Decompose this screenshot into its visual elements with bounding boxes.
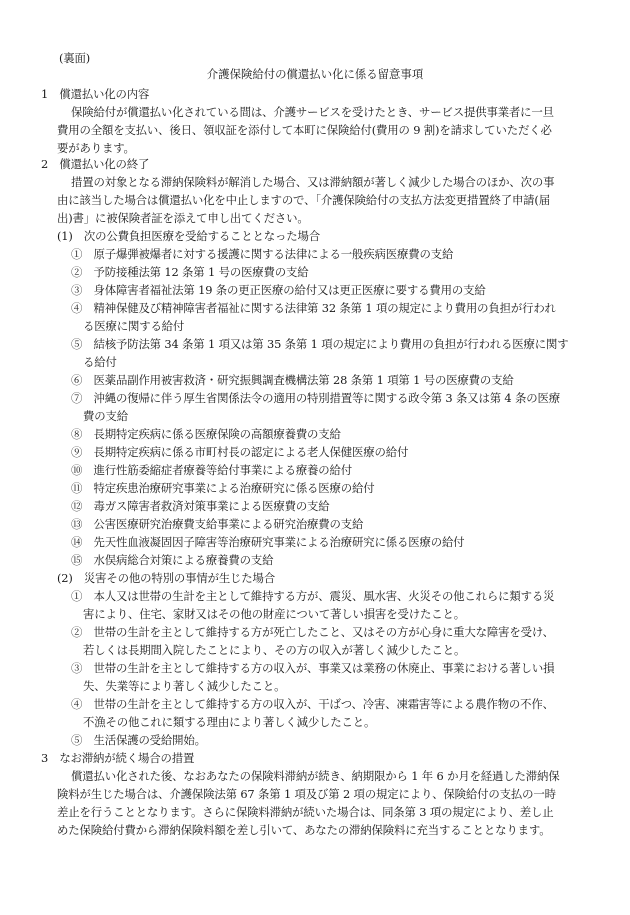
subsection-2-heading: (2) 災害その他の特別の事情が生じた場合 <box>57 571 276 585</box>
list-item-continued: る医療に関する給付 <box>83 319 185 333</box>
list-item: ⑪ 特定疾患治療研究事業による治療研究に係る医療の給付 <box>71 481 375 495</box>
document-title: 介護保険給付の償還払い化に係る留意事項 <box>206 67 424 81</box>
section-3-line-2: 険料が生じた場合は、介護保険法第 67 条第 1 項及び第 2 項の規定により、保険給付の支払の一時 <box>57 787 556 801</box>
section-1-heading: 1 償還払い化の内容 <box>41 87 150 101</box>
subsection-1-heading: (1) 次の公費負担医療を受給することとなった場合 <box>57 229 320 243</box>
section-2-line-2: 由に該当した場合は償還払い化を中止しますので、「介護保険給付の支払方法変更措置終了申請(届 <box>57 193 550 207</box>
list-item: ⑥ 医薬品副作用被害救済・研究振興調査機構法第 28 条第 1 項第 1 号の医療費の支給 <box>71 373 514 387</box>
list-item: ② 世帯の生計を主として維持する方が死亡したこと、又はその方が心身に重大な障害を受け、 <box>71 625 554 639</box>
section-3-line-3: 差止を行うこととなります。さらに保険料滞納が続いた場合は、同条第 3 項の規定により、差し止 <box>57 805 554 819</box>
list-item: ⑩ 進行性筋委縮症者療養等給付事業による療養の給付 <box>71 463 353 477</box>
section-2-line-3: 出)書」に被保険者証を添えて申し出てください。 <box>57 211 309 225</box>
list-item: ⑤ 生活保護の受給開始。 <box>71 733 206 747</box>
list-item: ① 原子爆弾被爆者に対する援護に関する法律による一般疾病医療費の支給 <box>71 247 454 261</box>
section-3-line-4: めた保険給付費から滞納保険料額を差し引いて、あなたの滞納保険料に充当することとなります。 <box>57 823 551 837</box>
section-1-line-1: 保険給付が償還払い化されている間は、介護サービスを受けたとき、サービス提供事業者に一旦 <box>71 105 554 119</box>
section-1-line-2: 費用の全額を支払い、後日、領収証を添付して本町に保険給付(費用の 9 割)を請求していただく必 <box>57 123 552 137</box>
list-item: ③ 身体障害者福祉法第 19 条の更正医療の給付又は更正医療に要する費用の支給 <box>71 283 486 297</box>
list-item: ④ 世帯の生計を主として維持する方の収入が、干ばつ、冷害、凍霜害等による農作物の不作、 <box>71 697 554 711</box>
section-3-heading: 3 なお滞納が続く場合の措置 <box>41 751 195 765</box>
page-side-label: (裏面) <box>59 51 91 65</box>
list-item: ② 予防接種法第 12 条第 1 号の医療費の支給 <box>71 265 309 279</box>
list-item: ⑭ 先天性血液凝固因子障害等治療研究事業による治療研究に係る医療の給付 <box>71 535 465 549</box>
list-item-continued: 不漁その他これに類する理由により著しく減少したこと。 <box>83 715 376 729</box>
section-2-line-1: 措置の対象となる滞納保険料が解消した場合、又は滞納額が著しく減少した場合のほか、次の事 <box>71 175 555 189</box>
list-item: ⑨ 長期特定疾病に係る市町村長の認定による老人保健医療の給付 <box>71 445 409 459</box>
list-item: ⑧ 長期特定疾病に係る医療保険の高額療養費の支給 <box>71 427 341 441</box>
section-1-line-3: 要があります。 <box>57 141 135 155</box>
list-item: ⑤ 結核予防法第 34 条第 1 項又は第 35 条第 1 項の規定により費用の負担が行われる医療に関す <box>71 337 569 351</box>
list-item: ⑦ 沖縄の復帰に伴う厚生省関係法令の適用の特別措置等に関する政令第 3 条又は第 4 条の医療 <box>71 391 560 405</box>
list-item: ④ 精神保健及び精神障害者福祉に関する法律第 32 条第 1 項の規定により費用の負担が行われ <box>71 301 556 315</box>
list-item-continued: 失、失業等により著しく減少したこと。 <box>83 679 286 693</box>
list-item-continued: る給付 <box>83 355 117 369</box>
list-item-continued: 費の支給 <box>83 409 128 423</box>
section-3-line-1: 償還払い化された後、なおあなたの保険料滞納が続き、納期限から 1 年 6 か月を経過した滞納保 <box>71 769 560 783</box>
list-item: ① 本人又は世帯の生計を主として維持する方が、震災、風水害、火災その他これらに類する災 <box>71 589 555 603</box>
list-item: ⑮ 水俣病総合対策による療養費の支給 <box>71 553 274 567</box>
section-2-heading: 2 償還払い化の終了 <box>41 157 150 171</box>
list-item: ③ 世帯の生計を主として維持する方の収入が、事業又は業務の休廃止、事業における著しい損 <box>71 661 555 675</box>
list-item: ⑫ 毒ガス障害者救済対策事業による医療費の支給 <box>71 499 330 513</box>
list-item-continued: 害により、住宅、家財又はその他の財産について著しい損害を受けたこと。 <box>83 607 465 621</box>
list-item-continued: 若しくは長期間入院したことにより、その方の収入が著しく減少したこと。 <box>83 643 466 657</box>
list-item: ⑬ 公害医療研究治療費支給事業による研究治療費の支給 <box>71 517 364 531</box>
